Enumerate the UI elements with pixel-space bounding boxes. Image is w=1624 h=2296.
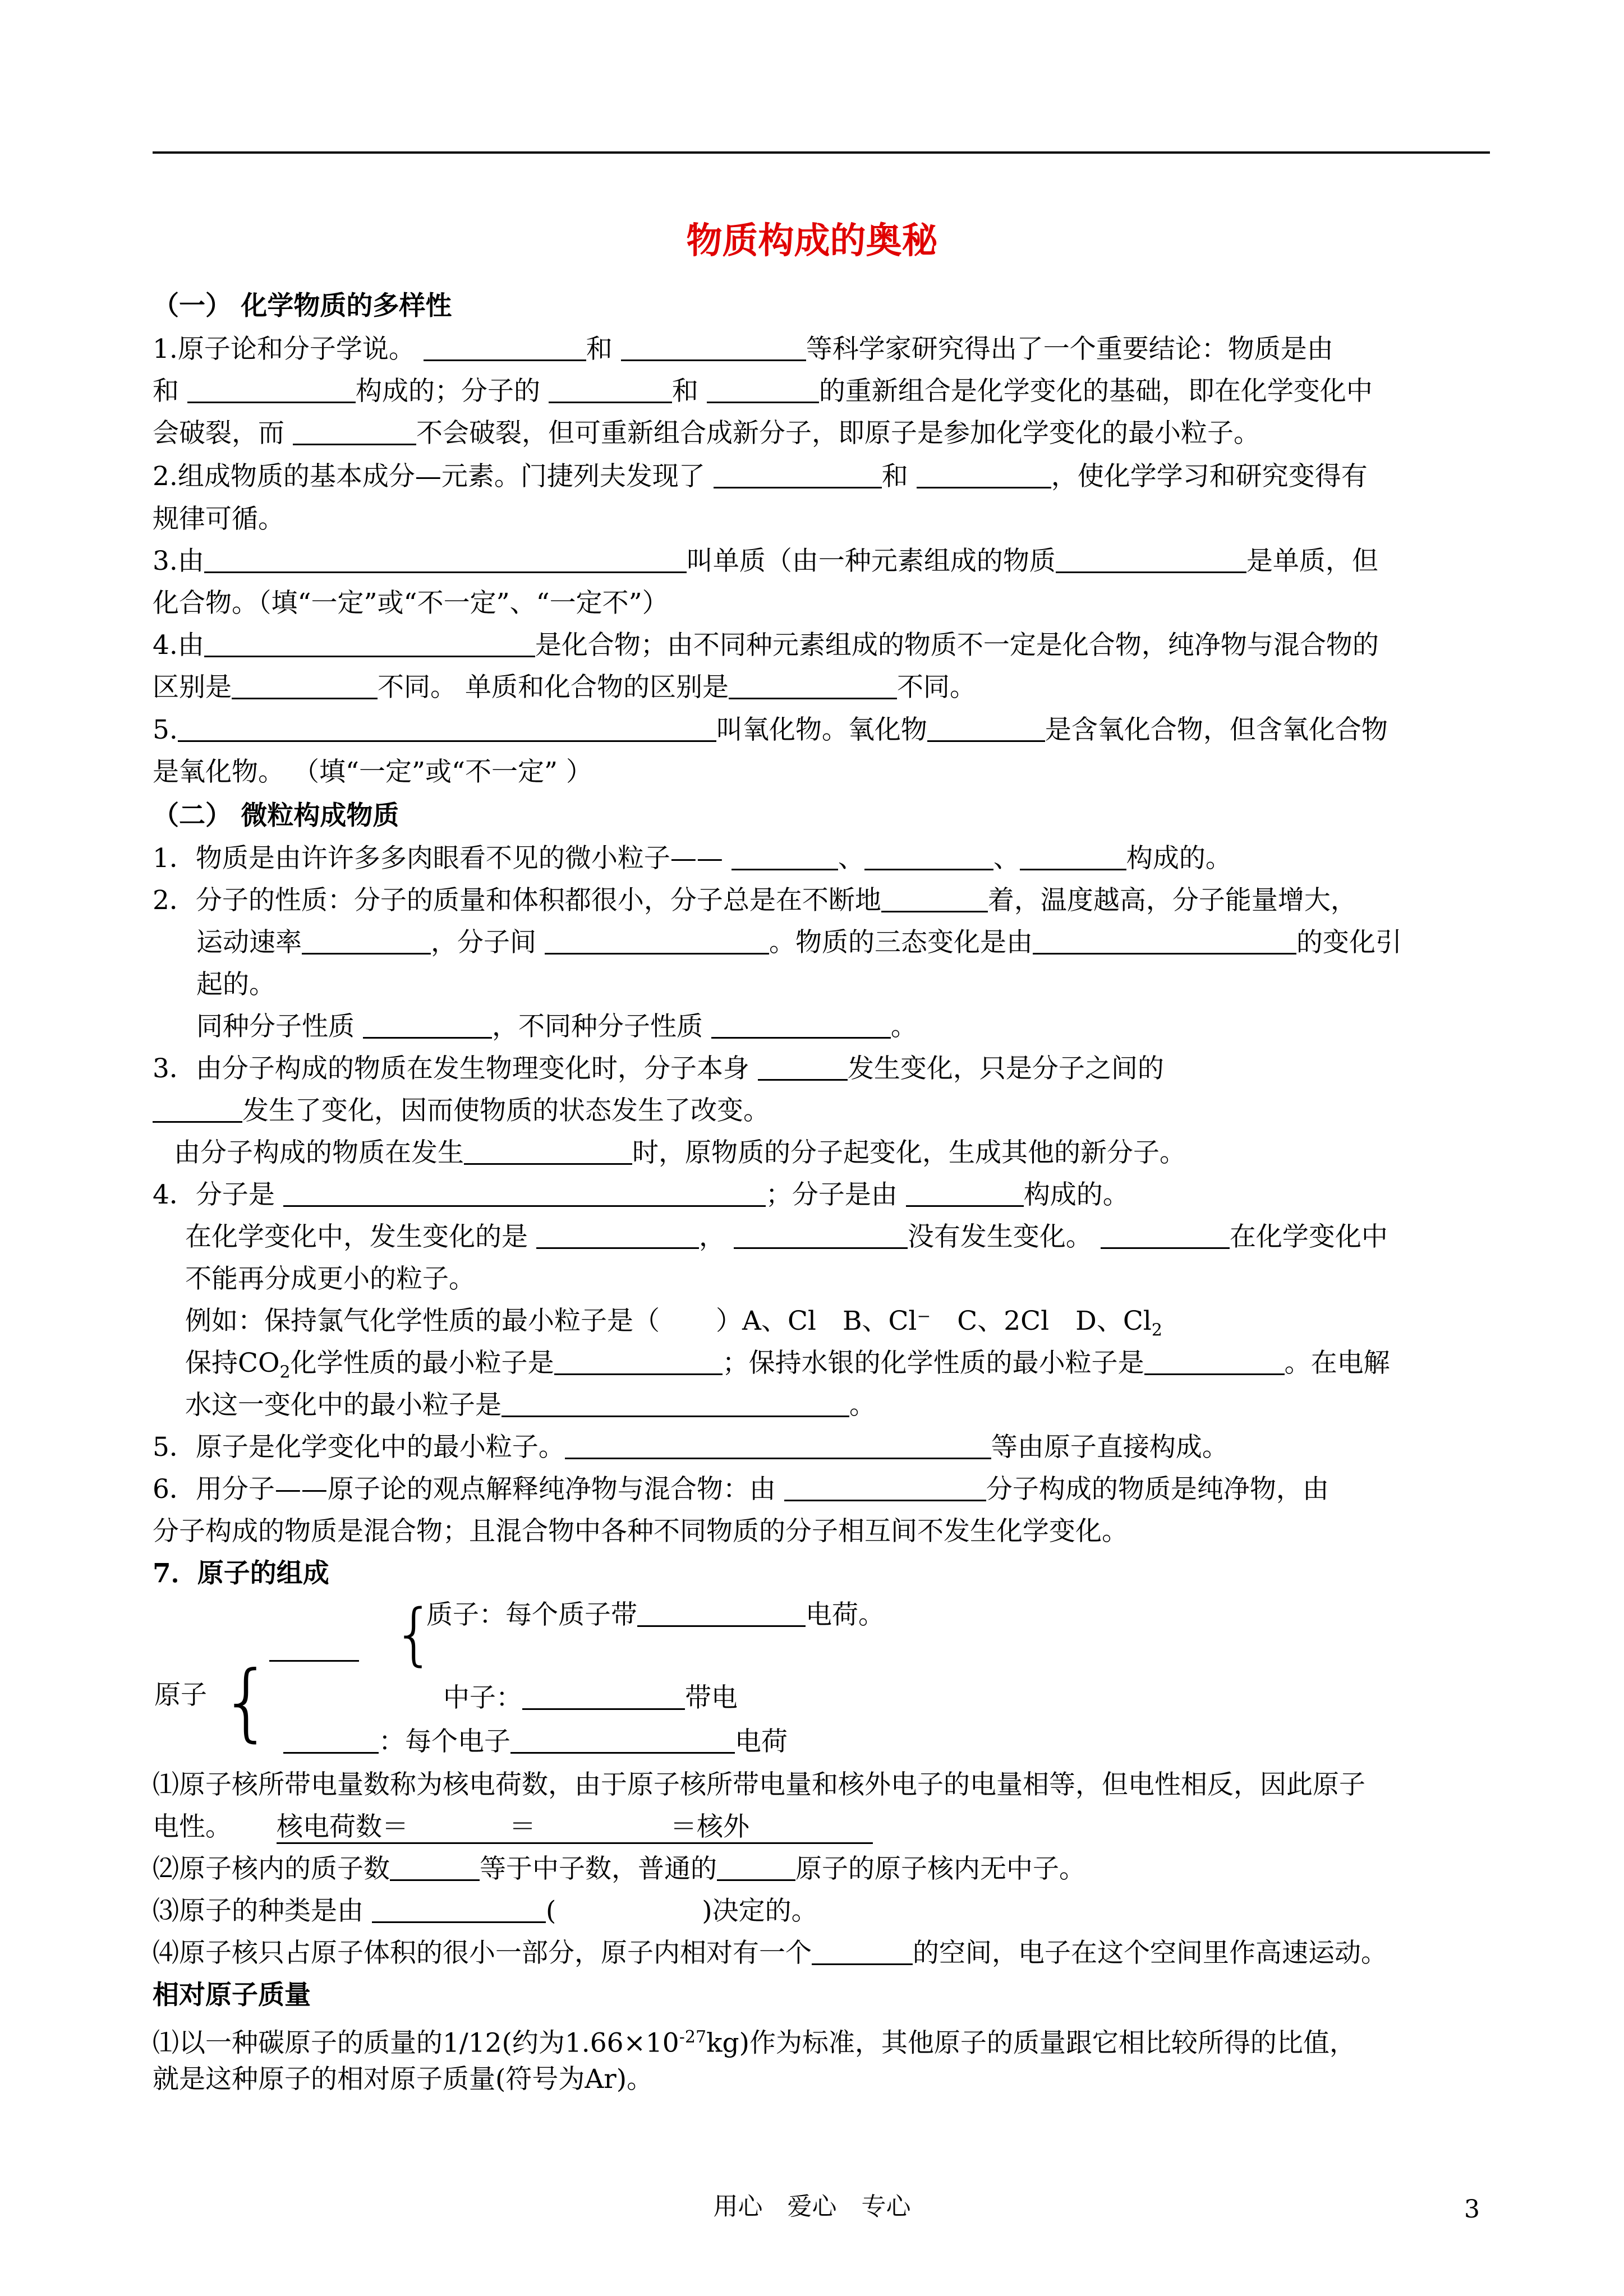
note-4: ⑶原子的种类是由 ( )决定的。 [153, 1890, 1490, 1933]
line-m9: 4．分子是 ；分子是由 构成的。 [153, 1174, 1490, 1216]
blank[interactable] [917, 458, 1051, 488]
line-m4: 起的。 [196, 969, 275, 1000]
blank[interactable] [707, 372, 819, 403]
blank[interactable] [729, 668, 897, 699]
blank[interactable] [1020, 840, 1126, 870]
blank[interactable] [464, 1134, 632, 1165]
blank[interactable] [522, 1679, 685, 1710]
blank[interactable] [1144, 1344, 1285, 1375]
line-m15: 5．原子是化学变化中的最小粒子。 等由原子直接构成。 [153, 1426, 1490, 1469]
blank[interactable] [732, 840, 838, 870]
note-2: 电性。 核电荷数＝ ＝ ＝核外 [153, 1806, 1490, 1848]
note-3: ⑵原子核内的质子数 等于中子数，普通的 原子的原子核内无中子。 [153, 1848, 1490, 1891]
nucleus-blank[interactable] [269, 1660, 359, 1662]
line-4: 2.组成物质的基本成分—元素。门捷列夫发现了 和 ，使化学学习和研究变得有 [153, 455, 1490, 498]
line-m6: 3．由分子构成的物质在发生物理变化时，分子本身 发生变化，只是分子之间的 [153, 1048, 1490, 1090]
neutron-line: 中子： 带电 [443, 1677, 738, 1719]
line-m2: 2．分子的性质：分子的质量和体积都很小，分子总是在不断地 着，温度越高，分子能量增大， [153, 879, 1490, 922]
relative-mass-line-1: ⑴以一种碳原子的质量的1/12(约为$1.66\times 10^{-27}kg$)作为标准，其他原子的质量跟它相比较所得的比值， [153, 2027, 1356, 2059]
blank[interactable] [758, 1050, 848, 1081]
line-m8: 由分子构成的物质在发生 时，原物质的分子起变化，生成其他的新分子。 [174, 1132, 1511, 1174]
line-m10: 在化学变化中，发生变化的是 ， 没有发生变化。 在化学变化中 [185, 1216, 1522, 1258]
blank[interactable] [906, 1176, 1024, 1207]
line-m16: 6．用分子——原子论的观点解释纯净物与混合物：由 分子构成的物质是纯净物，由 [153, 1468, 1490, 1511]
blank[interactable] [232, 668, 378, 699]
line-5: 规律可循。 [153, 504, 284, 534]
line-7: 化合物。（填“一定”或“不一定”、“一定不”） [153, 588, 669, 619]
footer-text: 用心 爱心 专心 [713, 2192, 911, 2221]
blank[interactable] [204, 542, 687, 573]
line-3: 会破裂，而 不会破裂，但可重新组合成新分子，即原子是参加化学变化的最小粒子。 [153, 412, 1490, 455]
line-m14: 水这一变化中的最小粒子是 。 [185, 1384, 1522, 1427]
blank[interactable] [637, 1596, 806, 1627]
blank[interactable] [502, 1386, 849, 1417]
line-10: 5. 叫氧化物。氧化物 是含氧化合物，但含氧化合物 [153, 709, 1490, 751]
blank[interactable] [283, 1723, 379, 1754]
blank[interactable] [536, 1218, 699, 1249]
note-1: ⑴原子核所带电量数称为核电荷数，由于原子核所带电量和核外电子的电量相等，但电性相反，因此原子 [153, 1769, 1365, 1800]
left-brace-icon: { [220, 1653, 274, 1751]
blank[interactable] [621, 330, 806, 361]
blank[interactable] [864, 840, 993, 870]
section-heading-1: （一） 化学物质的多样性 [153, 291, 452, 321]
blank[interactable] [390, 1850, 480, 1881]
line-m12: 例如：保持氯气化学性质的最小粒子是（ ）A、Cl B、Cl⁻ C、2Cl D、$Cl_2$ [185, 1306, 1162, 1340]
inner-brace-icon: { [393, 1596, 436, 1673]
relative-mass-line-2: 就是这种原子的相对原子质量(符号为Ar)。 [153, 2064, 654, 2095]
section-heading-2: （二） 微粒构成物质 [153, 800, 399, 831]
header-rule [153, 151, 1490, 154]
line-6: 3.由 叫单质（由一种元素组成的物质 是单质，但 [153, 540, 1490, 583]
blank[interactable] [734, 1218, 908, 1249]
section-heading-4: 相对原子质量 [153, 1980, 311, 2011]
blank[interactable] [1033, 924, 1296, 955]
blank[interactable] [293, 414, 416, 445]
line-m3: 运动速率 ，分子间 。物质的三态变化是由 的变化引 [196, 921, 1534, 964]
blank[interactable] [714, 458, 882, 488]
proton-line: 质子：每个质子带 电荷。 [426, 1594, 885, 1636]
blank[interactable] [554, 1344, 723, 1375]
line-1: 1.原子论和分子学说。 和 等科学家研究得出了一个重要结论：物质是由 [153, 328, 1490, 371]
atom-label: 原子 [154, 1680, 207, 1711]
line-m7: 发生了变化，因而使物质的状态发生了改变。 [153, 1090, 1490, 1132]
line-11: 是氧化物。 （填“一定”或“不一定” ） [153, 757, 592, 787]
blank[interactable] [204, 626, 535, 657]
blank[interactable] [1056, 542, 1246, 573]
electron-line: ：每个电子 电荷 [283, 1721, 788, 1763]
note-5: ⑷原子核只占原子体积的很小一部分，原子内相对有一个 的空间，电子在这个空间里作高速运动。 [153, 1932, 1490, 1975]
line-m1: 1．物质是由许许多多肉眼看不见的微小粒子—— 、 、 构成的。 [153, 837, 1490, 880]
blank[interactable] [927, 711, 1045, 742]
blank[interactable] [510, 1723, 735, 1754]
line-m17: 分子构成的物质是混合物；且混合物中各种不同物质的分子相互间不发生化学变化。 [153, 1516, 1128, 1547]
line-9: 区别是 不同。 单质和化合物的区别是 不同。 [153, 666, 1490, 709]
blank[interactable] [545, 924, 769, 955]
blank[interactable] [178, 711, 716, 742]
blank[interactable] [711, 1008, 891, 1039]
blank[interactable] [549, 372, 672, 403]
blank[interactable] [424, 330, 586, 361]
blank[interactable] [363, 1008, 492, 1039]
blank[interactable] [565, 1428, 991, 1459]
blank[interactable] [1101, 1218, 1230, 1249]
line-m11: 不能再分成更小的粒子。 [185, 1264, 475, 1294]
line-m5: 同种分子性质 ，不同种分子性质 。 [196, 1006, 1534, 1048]
section-heading-3: 7．原子的组成 [153, 1558, 329, 1589]
blank[interactable] [784, 1470, 986, 1501]
blank[interactable] [812, 1934, 913, 1965]
line-2: 和 构成的；分子的 和 的重新组合是化学变化的基础，即在化学变化中 [153, 370, 1490, 413]
blank[interactable] [283, 1176, 766, 1207]
blank[interactable] [187, 372, 356, 403]
page-number: 3 [1464, 2195, 1480, 2224]
blank[interactable] [881, 882, 988, 912]
line-8: 4.由 是化合物；由不同种元素组成的物质不一定是化合物，纯净物与混合物的 [153, 624, 1490, 667]
blank[interactable] [372, 1892, 546, 1923]
blank[interactable] [153, 1092, 242, 1123]
blank[interactable] [717, 1850, 795, 1881]
page-title: 物质构成的奥秘 [686, 220, 938, 262]
blank[interactable] [302, 924, 431, 955]
line-m13: 保持$CO_2$化学性质的最小粒子是 ；保持水银的化学性质的最小粒子是 。在电解 [185, 1342, 1522, 1394]
